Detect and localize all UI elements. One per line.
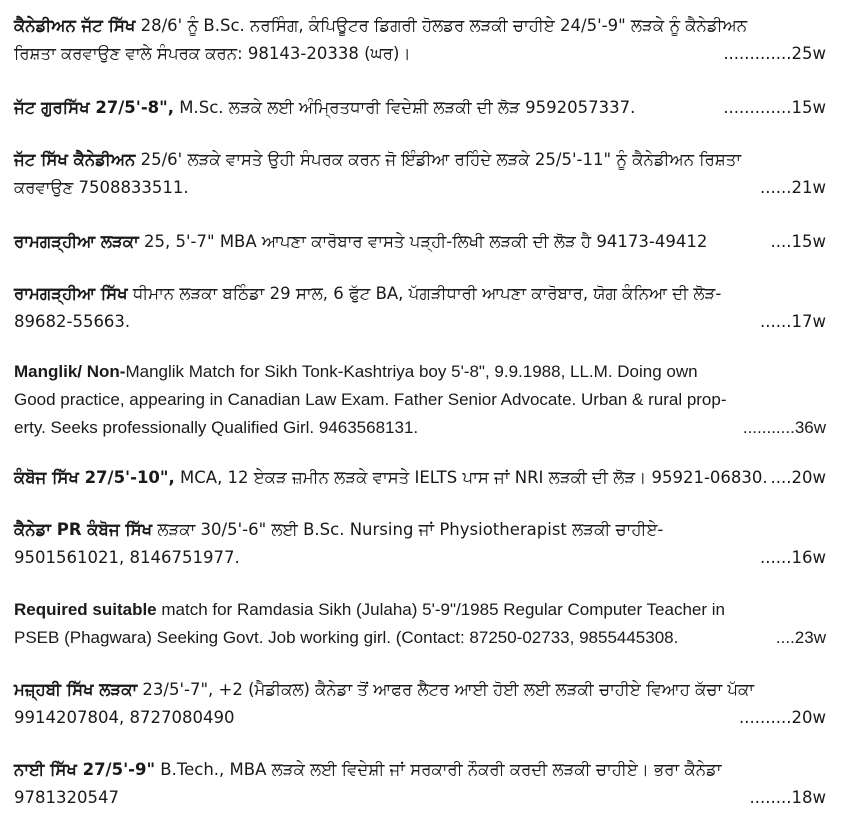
ad-line [14,544,826,572]
ad-line [14,146,826,174]
word-count: ......21w [760,178,826,197]
classified-ad [14,228,826,256]
classified-ad [14,146,826,202]
ad-text: Good practice, appearing in Canadian Law Exam. Father Senior Advocate. Urban & rural prop- [14,390,727,409]
ad-line [14,624,826,652]
ad-text: ਕਰਵਾਉਣ 7508833511. [14,178,189,197]
ad-line [14,414,826,442]
ad-line [14,756,826,784]
ad-text: 28/6' ਨੂੰ B.Sc. ਨਰਸਿੰਗ, ਕੰਪਿਊਟਰ ਡਿਗਰੀ ਹੋਲਡਰ ਲੜਕੀ ਚਾਹੀਏ 24/5'-9" ਲੜਕੇ ਨੂੰ ਕੈਨੇਡੀਅਨ [135,16,748,35]
classified-ad [14,756,826,812]
ad-heading: ਜੱਟ ਗੁਰਸਿੱਖ 27/5'-8", [14,98,175,117]
ad-text: Manglik Match for Sikh Tonk-Kashtriya boy 5'-8", 9.9.1988, LL.M. Doing own [125,362,698,381]
ad-text: PSEB (Phagwara) Seeking Govt. Job working girl. (Contact: 87250-02733, 9855445308. [14,628,679,647]
classified-ad [14,280,826,336]
ad-heading: ਕੈਨੇਡਾ PR ਕੰਬੋਜ ਸਿੱਖ [14,520,153,539]
ad-text: erty. Seeks professionally Qualified Girl. 9463568131. [14,418,419,437]
ad-heading: ਮਜ਼੍ਹਬੀ ਸਿੱਖ ਲੜਕਾ [14,680,138,699]
ad-text: MCA, 12 ਏਕੜ ਜ਼ਮੀਨ ਲੜਕੇ ਵਾਸਤੇ IELTS ਪਾਸ ਜਾਂ NRI ਲੜਕੀ ਦੀ ਲੋੜ। 95921-06830. [174,468,768,487]
ad-heading: ਕੈਨੇਡੀਅਨ ਜੱਟ ਸਿੱਖ [14,16,136,35]
ad-text: ਲੜਕਾ 30/5'-6" ਲਈ B.Sc. Nursing ਜਾਂ Physiotherapist ਲੜਕੀ ਚਾਹੀਏ- [152,520,664,539]
ad-text: ਰਿਸ਼ਤਾ ਕਰਵਾਉਣ ਵਾਲੇ ਸੰਪਰਕ ਕਰਨ: 98143-20338 (ਘਰ)। [14,44,411,63]
ad-line [14,280,826,308]
ad-line [14,40,826,68]
word-count: ....23w [775,628,826,647]
ad-line [14,174,826,202]
ad-text: 9501561021, 8146751977. [14,548,240,567]
ad-line [14,516,826,544]
ad-line [14,228,826,256]
word-count: ...........36w [742,418,826,437]
word-count: ....15w [770,232,826,251]
ad-heading: ਰਾਮਗੜ੍ਹੀਆ ਲੜਕਾ [14,232,139,251]
ad-line [14,308,826,336]
ad-line [14,676,826,704]
word-count: .............25w [723,44,826,63]
classified-ad [14,12,826,68]
ad-text: 9914207804, 8727080490 [14,708,235,727]
ad-line [14,784,826,812]
classified-ad [14,94,826,122]
ad-line [14,94,826,122]
ad-heading: ਰਾਮਗੜ੍ਹੀਆ ਸਿੱਖ [14,284,128,303]
word-count: .............15w [723,98,826,117]
classified-ad [14,596,826,652]
ad-heading: ਜੱਟ ਸਿੱਖ ਕੈਨੇਡੀਅਨ [14,150,136,169]
ad-heading: Required suitable [14,600,157,619]
ad-text: ਧੀਮਾਨ ਲੜਕਾ ਬਠਿੰਡਾ 29 ਸਾਲ, 6 ਫੁੱਟ BA, ਪੱਗੜੀਧਾਰੀ ਆਪਣਾ ਕਾਰੋਬਾਰ, ਯੋਗ ਕੰਨਿਆ ਦੀ ਲੋੜ- [127,284,722,303]
word-count: ..........20w [739,708,826,727]
ad-line [14,386,826,414]
word-count: ......16w [760,548,826,567]
ad-text: match for Ramdasia Sikh (Julaha) 5'-9"/1985 Regular Computer Teacher in [156,600,725,619]
word-count: ........18w [749,788,826,807]
ad-heading: Manglik/ Non- [14,362,126,381]
classified-ad [14,516,826,572]
ad-heading: ਕੰਬੋਜ ਸਿੱਖ 27/5'-10", [14,468,175,487]
classified-ad [14,464,826,492]
ad-text: M.Sc. ਲੜਕੇ ਲਈ ਅੰਮ੍ਰਿਤਧਾਰੀ ਵਿਦੇਸ਼ੀ ਲੜਕੀ ਦੀ ਲੋੜ 9592057337. [174,98,636,117]
ad-text: 9781320547 [14,788,119,807]
ad-line [14,464,826,492]
ad-text: 23/5'-7", +2 (ਮੈਡੀਕਲ) ਕੈਨੇਡਾ ਤੋਂ ਆਫਰ ਲੈਟਰ ਆਈ ਹੋਈ ਲਈ ਲੜਕੀ ਚਾਹੀਏ ਵਿਆਹ ਕੱਚਾ ਪੱਕਾ [137,680,755,699]
ad-text: 89682-55663. [14,312,131,331]
ad-text: 25, 5'-7" MBA ਆਪਣਾ ਕਾਰੋਬਾਰ ਵਾਸਤੇ ਪੜ੍ਹੀ-ਲਿਖੀ ਲੜਕੀ ਦੀ ਲੋੜ ਹੈ 94173-49412 [138,232,708,251]
ad-heading: ਨਾਈ ਸਿੱਖ 27/5'-9" [14,760,156,779]
ad-line [14,704,826,732]
ad-text: 25/6' ਲੜਕੇ ਵਾਸਤੇ ਉਹੀ ਸੰਪਰਕ ਕਰਨ ਜੋ ਇੰਡੀਆ ਰਹਿੰਦੇ ਲੜਕੇ 25/5'-11" ਨੂੰ ਕੈਨੇਡੀਅਨ ਰਿਸ਼ਤਾ [135,150,742,169]
ad-line [14,596,826,624]
ad-line [14,12,826,40]
ad-line [14,358,826,386]
word-count: ....20w [770,468,826,487]
classified-ad [14,358,826,442]
word-count: ......17w [760,312,826,331]
classified-ad [14,676,826,732]
ad-text: B.Tech., MBA ਲੜਕੇ ਲਈ ਵਿਦੇਸ਼ੀ ਜਾਂ ਸਰਕਾਰੀ ਨੌਕਰੀ ਕਰਦੀ ਲੜਕੀ ਚਾਹੀਏ। ਭਰਾ ਕੈਨੇਡਾ [155,760,722,779]
